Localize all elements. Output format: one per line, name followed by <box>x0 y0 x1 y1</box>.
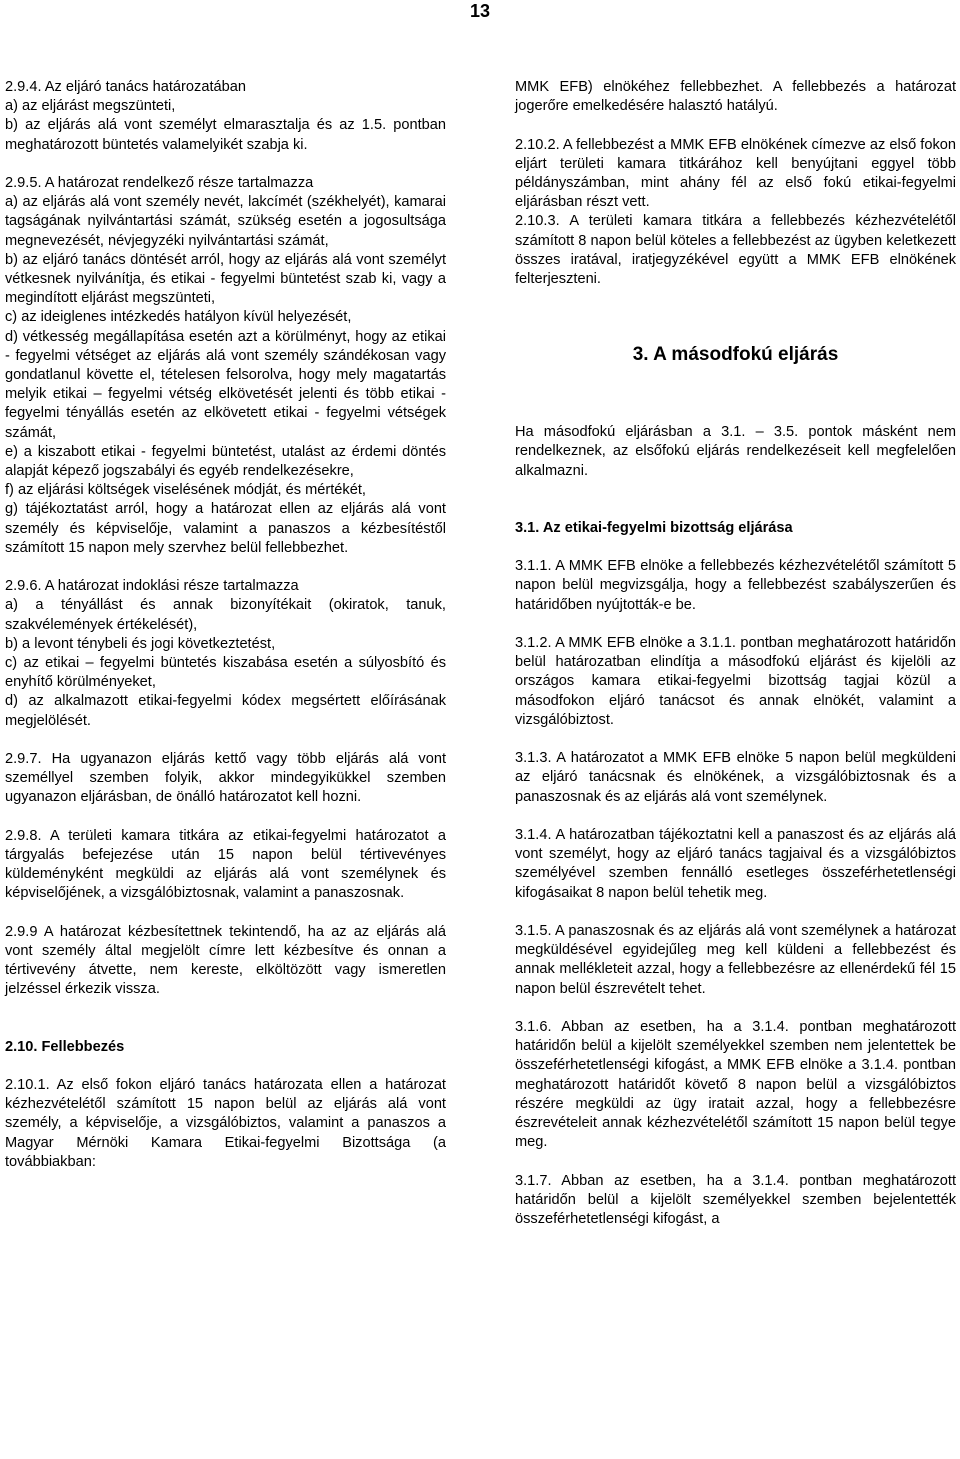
list-item: a) a tényállást és annak bizonyítékait (okiratok, tanuk, szakvélemények értékelését), <box>5 597 446 633</box>
section-2-9-5-heading: 2.9.5. A határozat rendelkező része tartalmazza <box>5 175 314 191</box>
section-3-1-heading: 3.1. Az etikai-fegyelmi bizottság eljárása <box>515 519 793 536</box>
list-item: a) az eljárást megszünteti, <box>5 98 176 115</box>
section-2-10-1-continued: MMK EFB) elnökéhez fellebbezhet. A fellebbezés a határozat jogerőre emelkedésére halasztó hatályú. <box>515 79 956 115</box>
page-number: 13 <box>469 1 491 21</box>
section-3-title: 3. A másodfokú eljárás <box>632 344 839 366</box>
list-item: g) tájékoztatást arról, hogy a határozat ellen az eljárás alá vont személy és képviselője, valamint a panaszos a kézbesítéstől számított 15 napon mely szervhez belül fellebbezhet. <box>5 501 446 556</box>
section-2-10-2: 2.10.2. A fellebbezést a MMK EFB elnökének címezve az első fokon eljárt területi kamara titkárához kell benyújtani eggyel több példányszámban, mint ahány fél az első fokú etikai-fegyelmi eljárásban részt vett. <box>515 136 956 211</box>
section-3-1-5: 3.1.5. A panaszosnak és az eljárás alá vont személynek a határozat megküldésével egyidejűleg meg kell küldeni a fellebbezést és annak mellékleteit azzal, hogy a fellebbezésre az ellenérdekű fél 15 napon belül észrevételt tehet. <box>515 923 956 997</box>
list-item: b) az eljárás alá vont személyt elmarasztalja és az 1.5. pontban meghatározott büntetés valamelyikét szabja ki. <box>5 117 446 153</box>
section-2-9-4-heading: 2.9.4. Az eljáró tanács határozatában <box>5 79 246 95</box>
section-2-10-heading: 2.10. Fellebbezés <box>5 1038 125 1055</box>
list-item: b) a levont ténybeli és jogi következtetést, <box>5 635 276 652</box>
section-2-9-8: 2.9.8. A területi kamara titkára az etikai-fegyelmi határozatot a tárgyalás befejezése után 15 napon belül tértivevényes küldeményként megküldi az eljárás alá vont személynek és képviselőjének, a vizsgálóbiztosnak, valamint a panaszosnak. <box>5 827 446 902</box>
section-2-10-3: 2.10.3. A területi kamara titkára a fellebbezés kézhezvételétől számított 8 napon belül köteles a fellebbezést az ügyben keletkezett összes iratával, iratjegyzékével együtt a MMK EFB elnökének felterjeszteni. <box>515 213 956 288</box>
section-3-1-3: 3.1.3. A határozatot a MMK EFB elnöke 5 napon belül megküldeni az eljáró tanácsnak és elnökének, a vizsgálóbiztosnak és a panaszosnak és az eljárás alá vont személynek. <box>515 750 956 805</box>
list-item: a) az eljárás alá vont személy nevét, lakcímét (székhelyét), kamarai tagságának nyilvántartási számát, szükség esetén a jogosultsága megnevezését, névjegyzéki nyilvántartási számát, <box>5 194 446 249</box>
section-2-10-1: 2.10.1. Az első fokon eljáró tanács határozata ellen a határozat kézhezvételétől számított 15 napon belül az eljárás alá vont személy, a képviselője, a vizsgálóbiztos, valamint a panaszos a Magyar Mérnöki Kamara Etikai-fegyelmi Bizottsága (a továbbiakban: <box>5 1077 446 1170</box>
section-3-1-6: 3.1.6. Abban az esetben, ha a 3.1.4. pontban meghatározott határidőn belül a kijelölt személyekkel szemben nem jelentettek be összeférhetetlenségi kifogást, a MMK EFB elnöke a 3.1.4. pontban meghatározott határidőt követő 8 napon belül a vizsgálóbiztos részére megküldi az ügy iratait azzal, hogy a fellebbezésre észrevételeit annak kézhezvételétől számított 15 napon belül tegye meg. <box>515 1019 956 1151</box>
list-item: e) a kiszabott etikai - fegyelmi büntetést, utalást az érdemi döntés alapját képező jogszabályi és egyéb rendelkezésekre, <box>5 443 446 480</box>
section-3-1-4: 3.1.4. A határozatban tájékoztatni kell a panaszost és az eljárás alá vont személyt, hogy az eljáró tanács tagjaival és a vizsgálóbiztos személyével szemben fennálló esetleges összeférhetetlenségi kifogásaikat 8 napon belül tehetik meg. <box>515 827 956 901</box>
list-item: c) az etikai – fegyelmi büntetés kiszabása esetén a súlyosbító és enyhítő körülményeket, <box>5 655 446 691</box>
right-column <box>515 78 956 1229</box>
list-item: d) vétkesség megállapítása esetén azt a körülményt, hogy az etikai - fegyelmi vétséget az eljárás alá vont személy szándékosan vagy gondatlanul követte el, tételesen felsorolva, hogy mely magatartás melyik etikai – fegyelmi vétség elkövetését jelenti és több etikai - fegyelmi tényállás esetén az elkövetett etikai - fegyelmi vétségek számát, <box>5 328 446 441</box>
list-item: b) az eljáró tanács döntését arról, hogy az eljárás alá vont személyt vétkesnek nyilvánítja, és etikai - fegyelmi büntetést szab ki, vagy a megindított eljárást megszünteti, <box>5 251 446 307</box>
section-3-1-1: 3.1.1. A MMK EFB elnöke a fellebbezés kézhezvételétől számított 5 napon belül megvizsgálja, hogy a fellebbezést szabályszerűen és határidőben nyújtották-e be. <box>515 558 956 613</box>
list-item: d) az alkalmazott etikai-fegyelmi kódex megsértett előírásának megjelölését. <box>5 693 446 729</box>
section-3-1-7: 3.1.7. Abban az esetben, ha a 3.1.4. pontban meghatározott határidőn belül a kijelölt személyekkel szemben bejelentették összeférhetetlenségi kifogást, a <box>515 1172 956 1228</box>
section-3-1-2: 3.1.2. A MMK EFB elnöke a 3.1.1. pontban meghatározott határidőn belül határozatban elindítja a másodfokú eljárást és kijelöli az országos kamara etikai-fegyelmi bizottság tagjai közül a másodfokon eljáró tanácsot és annak elnökét, valamint a vizsgálóbiztost. <box>515 635 956 728</box>
list-item: c) az ideiglenes intézkedés hatályon kívül helyezését, <box>5 309 352 326</box>
section-2-9-7: 2.9.7. Ha ugyanazon eljárás kettő vagy több eljárás alá vont személlyel szemben folyik, akkor mindegyikükkel szemben ugyanazon eljárásban, de önálló határozatot kell hozni. <box>5 751 446 806</box>
section-3-intro: Ha másodfokú eljárásban a 3.1. – 3.5. pontok másként nem rendelkeznek, az elsőfokú eljárás rendelkezéseit kell megfelelően alkalmazni. <box>515 424 956 479</box>
left-column <box>5 78 446 1172</box>
list-item: f) az eljárási költségek viselésének módját, és mértékét, <box>5 482 366 499</box>
section-2-9-6-heading: 2.9.6. A határozat indoklási része tartalmazza <box>5 578 299 595</box>
section-2-9-9: 2.9.9 A határozat kézbesítettnek tekintendő, ha az az eljárás alá vont személy által megjelölt címre lett kézbesítve és onnan a tértivevény átvette, nem kereste, elköltözött vagy ismeretlen jelzéssel érkezik vissza. <box>5 923 446 998</box>
